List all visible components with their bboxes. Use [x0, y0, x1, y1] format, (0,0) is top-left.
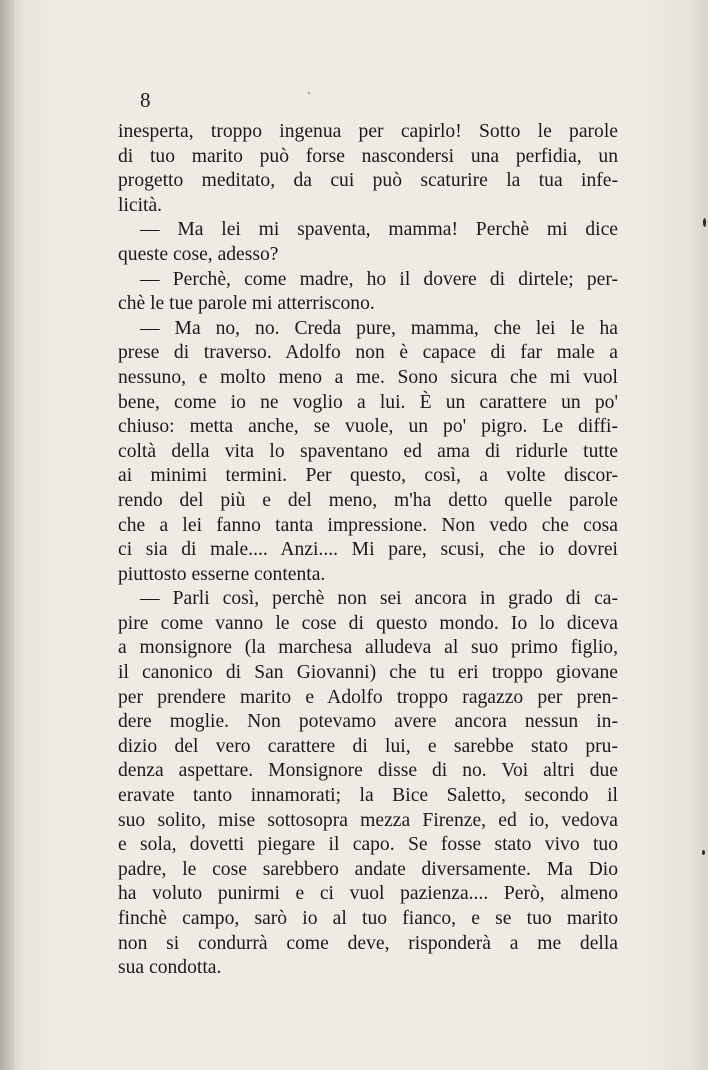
text-line: bene, come io ne voglio a lui. È un carattere un po' [118, 391, 618, 413]
page-number: 8 [140, 88, 151, 112]
body-text [118, 120, 618, 981]
text-line: per prendere marito e Adolfo troppo ragazzo per pren- [118, 686, 618, 708]
text-line: progetto meditato, da cui può scaturire la tua infe- [118, 170, 618, 192]
text-line: sua condotta. [118, 957, 222, 979]
text-line: dizio del vero carattere di lui, e sarebbe stato pru- [118, 735, 618, 757]
text-line: piuttosto esserne contenta. [118, 563, 326, 585]
text-line: — Parli così, perchè non sei ancora in grado di ca- [140, 588, 618, 610]
text-line: prese di traverso. Adolfo non è capace di far male a [118, 342, 618, 364]
text-line: nessuno, e molto meno a me. Sono sicura che mi vuol [118, 366, 618, 388]
text-line: ai minimi termini. Per questo, così, a volte discor- [118, 465, 618, 487]
text-line: non si condurrà come deve, risponderà a me della [118, 932, 618, 954]
text-line: — Ma lei mi spaventa, mamma! Perchè mi dice [140, 219, 618, 241]
text-line: ha voluto punirmi e ci vuol pazienza.... Però, almeno [118, 883, 618, 905]
text-line: padre, le cose sarebbero andate diversamente. Ma Dio [118, 858, 618, 880]
page-binding-shadow [0, 0, 14, 1070]
text-line: inesperta, troppo ingenua per capirlo! Sotto le parole [118, 121, 618, 142]
text-line: coltà della vita lo spaventano ed ama di ridurle tutte [118, 440, 618, 462]
text-line: chiuso: metta anche, se vuole, un po' pigro. Le diffi- [118, 416, 618, 438]
text-line: che a lei fanno tanta impressione. Non vedo che cosa [118, 514, 618, 536]
text-line: dere moglie. Non potevamo avere ancora nessun in- [118, 711, 618, 733]
text-line: a monsignore (la marchesa alludeva al suo primo figlio, [118, 637, 618, 659]
text-line: il canonico di San Giovanni) che tu eri troppo giovane [118, 662, 618, 684]
text-line: rendo del più e del meno, m'ha detto quelle parole [118, 489, 618, 511]
paper-speck [703, 218, 706, 227]
text-line: — Ma no, no. Creda pure, mamma, che lei le ha [140, 317, 618, 339]
text-line: chè le tue parole mi atterriscono. [118, 293, 375, 315]
text-line: di tuo marito può forse nascondersi una perfidia, un [118, 145, 618, 167]
text-line: ci sia di male.... Anzi.... Mi pare, scusi, che io dovrei [118, 539, 618, 561]
text-line: pire come vanno le cose di questo mondo. Io lo diceva [118, 612, 618, 634]
text-line: suo solito, mise sottosopra mezza Firenze, ed io, vedova [118, 809, 618, 831]
text-line: eravate tanto innamorati; la Bice Saletto, secondo il [118, 785, 618, 807]
text-line: licità. [118, 194, 163, 216]
text-line: denza aspettare. Monsignore disse di no. Voi altri due [118, 760, 618, 782]
paper-speck [308, 92, 310, 94]
paper-speck [702, 850, 705, 855]
text-line: finchè campo, sarò io al tuo fianco, e se tuo marito [118, 908, 618, 929]
text-line: — Perchè, come madre, ho il dovere di dirtele; per- [140, 268, 618, 290]
text-line: e sola, dovetti piegare il capo. Se fosse stato vivo tuo [118, 834, 618, 856]
text-line: queste cose, adesso? [118, 243, 279, 265]
